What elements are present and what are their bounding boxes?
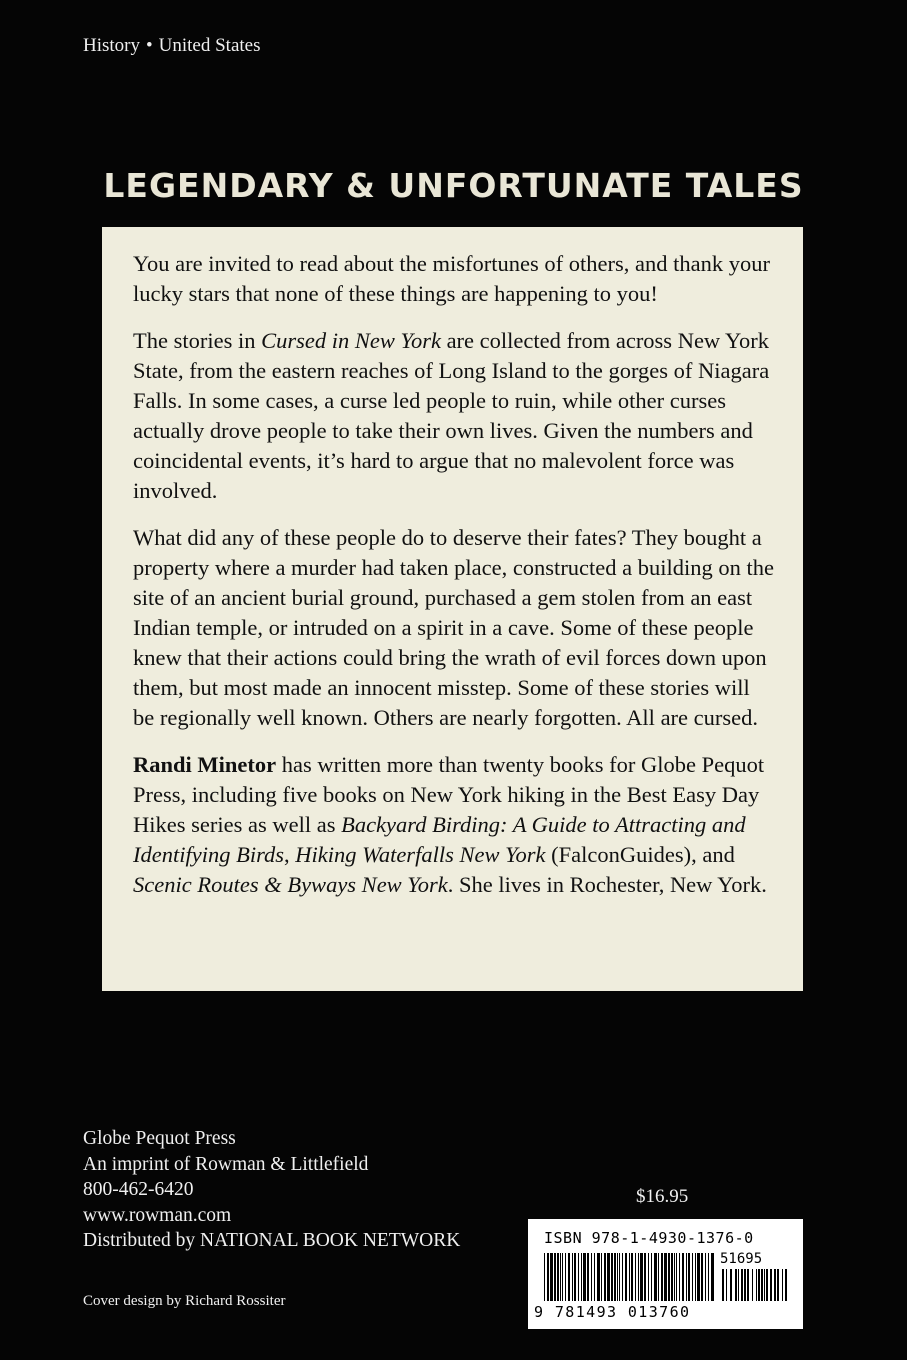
barcode-bar [568, 1253, 570, 1301]
blurb-paragraph-2 [133, 326, 775, 506]
barcode-bar [635, 1253, 636, 1301]
blurb-paragraph-1: You are invited to read about the misfortunes of others, and thank your lucky stars that none of these things are happening to you! [133, 251, 770, 306]
barcode-addon-bar [726, 1269, 727, 1301]
barcode-box [528, 1219, 803, 1329]
headline: LEGENDARY & UNFORTUNATE TALES [103, 166, 804, 205]
barcode-bar [619, 1253, 620, 1301]
barcode-bar [697, 1253, 700, 1301]
publisher-imprint: An imprint of Rowman & Littlefield [83, 1153, 369, 1175]
barcode-bar [664, 1253, 667, 1301]
barcode-addon-bar [761, 1269, 763, 1301]
barcode-bar [625, 1253, 627, 1301]
barcode-bar [711, 1253, 714, 1301]
barcode-bar [674, 1253, 675, 1301]
barcode-bar [676, 1253, 677, 1301]
barcode-addon: 51695 [720, 1251, 763, 1267]
barcode-bar [688, 1253, 690, 1301]
blurb-text: The stories in [133, 328, 262, 353]
barcode-bar [578, 1253, 579, 1301]
barcode-addon-bar [782, 1269, 783, 1301]
barcode-bar [554, 1253, 556, 1301]
barcode-bar [560, 1253, 561, 1301]
barcode-bar [661, 1253, 663, 1301]
barcode-bar [622, 1253, 623, 1301]
book-title: Cursed in New York [261, 328, 441, 353]
blurb-paragraph-3: What did any of these people do to deserve their fates? They bought a property where a murder had taken place, constructed a building on the site of an ancient burial ground, purchased a gem stolen from an east Indian temple, or intruded on a spirit in a cave. Some of these people knew that their actions could bring the wrath of evil forces down upon them, but most made an innocent misstep. Some of these stories will be regionally well known. Others are nearly forgotten. All are cursed. [133, 525, 775, 730]
bio-text: . She lives in Rochester, New York. [447, 872, 767, 897]
isbn-label: ISBN 978-1-4930-1376-0 [544, 1229, 754, 1247]
barcode-addon-bar [738, 1269, 739, 1301]
publisher-website: www.rowman.com [83, 1204, 232, 1226]
barcode-bar [547, 1253, 549, 1301]
barcode-addon-bar [785, 1269, 787, 1301]
barcode-bar [682, 1253, 684, 1301]
barcode-bar [686, 1253, 687, 1301]
barcode-bar [601, 1253, 602, 1301]
bio-book-title: Backyard Birding: A Guide to Attracting and Identifying Birds [133, 812, 746, 867]
barcode-bar [550, 1253, 553, 1301]
barcode-addon-bar [777, 1269, 779, 1301]
blurb-panel [102, 227, 803, 991]
blurb-text: are collected from across New York State, from the eastern reaches of Long Island to the gorges of Niagara Falls. In some cases, a curse led people to ruin, while other curses actually drove people to take their own lives. Given the numbers and coincidental events, it’s hard to argue that no malevolent force was involved. [133, 328, 770, 503]
barcode-bar [604, 1253, 606, 1301]
barcode-addon-bar [744, 1269, 746, 1301]
barcode-bar [587, 1253, 589, 1301]
barcode-addon-bar [752, 1269, 753, 1301]
barcode-bar [557, 1253, 559, 1301]
barcode-bar [692, 1253, 693, 1301]
barcode-bar [644, 1253, 646, 1301]
barcode-bar [631, 1253, 633, 1301]
bio-text: has written more than twenty books for Globe Pequot Press, including five books on New York hiking in the Best Easy Day Hikes series as well as [133, 752, 765, 837]
barcode-bar [658, 1253, 659, 1301]
barcode-addon-bar [756, 1269, 757, 1301]
barcode-bar [695, 1253, 696, 1301]
barcode-bar [581, 1253, 582, 1301]
barcode-bar [705, 1253, 706, 1301]
category-history: History [83, 35, 140, 56]
barcode-bar [594, 1253, 595, 1301]
barcode-bar [701, 1253, 703, 1301]
barcode-bar [583, 1253, 586, 1301]
barcode-addon-bar [774, 1269, 776, 1301]
bio-book-title: Scenic Routes & Byways New York [133, 872, 448, 897]
barcode-bar [611, 1253, 613, 1301]
barcode-bar [565, 1253, 566, 1301]
barcode-addon-bar [722, 1269, 724, 1301]
bio-text: (FalconGuides), and [545, 842, 735, 867]
barcode-bar [607, 1253, 610, 1301]
barcode-bar [572, 1253, 573, 1301]
barcode-addon-bar [747, 1269, 749, 1301]
barcode-bar [651, 1253, 652, 1301]
publisher-phone: 800-462-6420 [83, 1179, 194, 1200]
barcode-bar [614, 1253, 616, 1301]
category-separator: • [146, 35, 153, 56]
barcode-bar [638, 1253, 639, 1301]
barcode-bar [679, 1253, 680, 1301]
category-united-states: United States [158, 35, 261, 56]
publisher-name: Globe Pequot Press [83, 1128, 236, 1149]
barcode-addon-bar [764, 1269, 765, 1301]
author-bio [133, 750, 775, 900]
barcode-addon-bar [730, 1269, 732, 1301]
barcode-bar [562, 1253, 563, 1301]
barcode-addon-bar [735, 1269, 737, 1301]
barcode-ean-digits: 9 781493 013760 [534, 1303, 691, 1321]
barcode-bar [671, 1253, 673, 1301]
barcode-addon-bar [766, 1269, 768, 1301]
bio-text: , [284, 842, 296, 867]
barcode-bar [574, 1253, 576, 1301]
category-line [83, 35, 261, 57]
author-name: Randi Minetor [133, 752, 277, 777]
barcode-addon-bar [758, 1269, 760, 1301]
barcode-addon-bar [770, 1269, 772, 1301]
barcode-bar [544, 1253, 545, 1301]
cover-credit: Cover design by Richard Rossiter [83, 1293, 286, 1309]
bio-book-title: Hiking Waterfalls New York [295, 842, 546, 867]
publisher-distributor: Distributed by NATIONAL BOOK NETWORK [83, 1230, 461, 1251]
barcode-bar [640, 1253, 643, 1301]
barcode-bar [668, 1253, 670, 1301]
barcode-bar [708, 1253, 709, 1301]
barcode-bar [648, 1253, 649, 1301]
publisher-info [83, 1126, 460, 1254]
barcode-bar [597, 1253, 600, 1301]
barcode-bar [591, 1253, 592, 1301]
price: $16.95 [636, 1186, 689, 1207]
barcode-bar [654, 1253, 657, 1301]
barcode-bar [629, 1253, 630, 1301]
barcode-bar [617, 1253, 618, 1301]
barcode-addon-bar [741, 1269, 743, 1301]
